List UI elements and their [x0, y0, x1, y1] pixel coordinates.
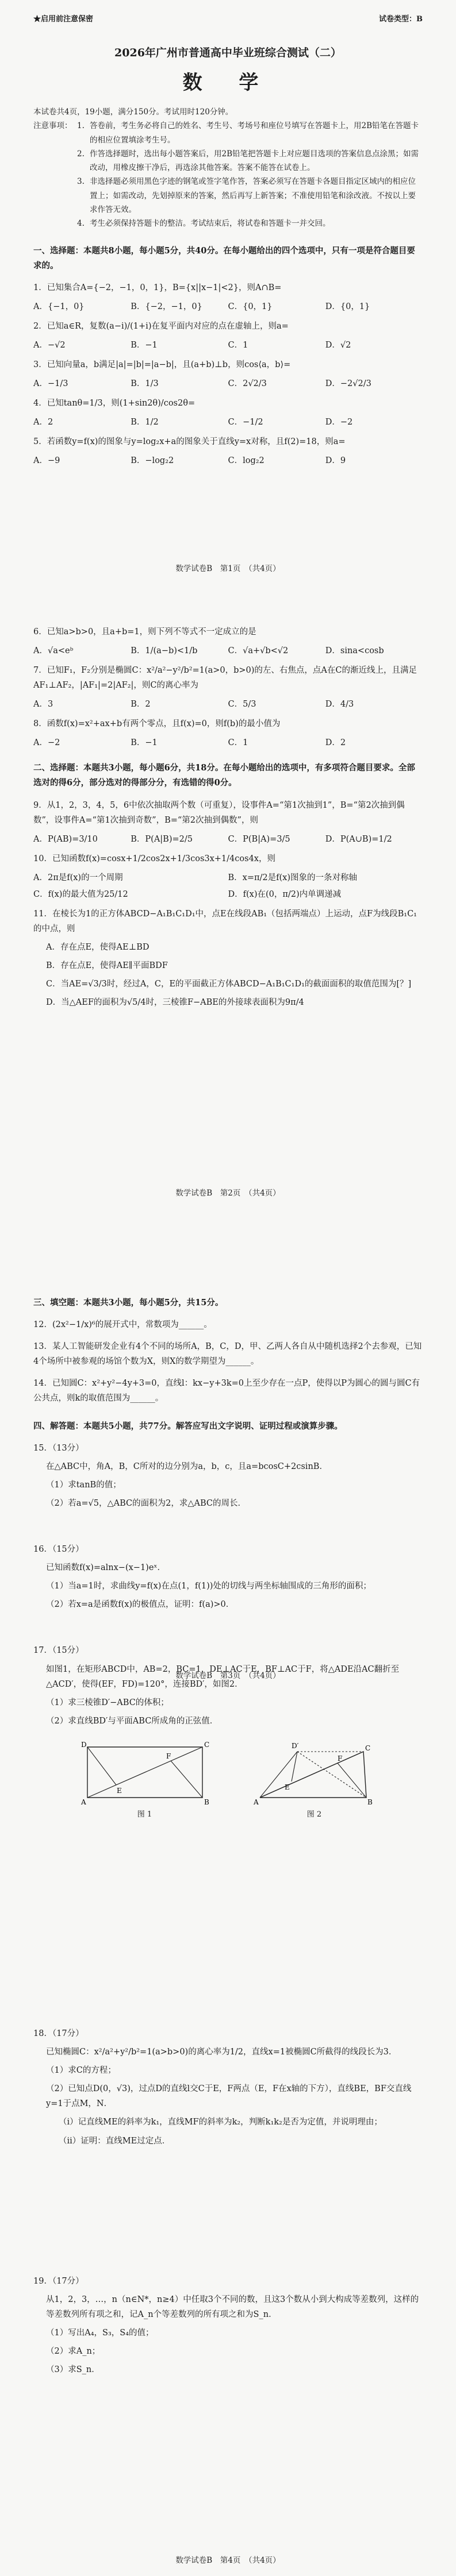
- option-d: D．sina<cosb: [325, 646, 384, 656]
- subject-title: 数 学: [182, 71, 274, 94]
- svg-text:A: A: [253, 1798, 259, 1806]
- question-16-stem: 已知函数f(x)=alnx−(x−1)eˣ．: [46, 1563, 166, 1573]
- note-number: 2.: [77, 149, 85, 159]
- question-18-part-2: （2）已知点D(0，√3)，过点D的直线l交C于E，F两点（E，F在x轴的下方），直线BE，BF交直线y=1于点M，N．: [46, 2084, 412, 2109]
- option-c: C．log₂2: [228, 456, 265, 466]
- question-14: 14．已知圆C：x²+y²−4y+3=0，直线l：kx−y+3k=0上至少存在一点P，使得以P为圆心的圆与圆C有公共点，则k的取值范围为______。: [33, 1379, 420, 1403]
- option-c: C．5/3: [228, 700, 256, 709]
- option-a: A．−9: [33, 456, 60, 466]
- svg-text:F: F: [166, 1752, 171, 1760]
- question-2: 2．已知a∈R，复数(a−i)/(1+i)在复平面内对应的点在虚轴上，则a=: [33, 321, 289, 331]
- svg-text:B: B: [367, 1798, 373, 1806]
- option-c: C．1: [228, 738, 248, 748]
- svg-text:C: C: [365, 1744, 370, 1752]
- question-17-part-1: （1）求三棱锥D′−ABC的体积；: [46, 1698, 169, 1707]
- question-10-options-cd: [33, 888, 423, 900]
- option-b: B．P(A|B)=2/5: [131, 834, 193, 844]
- option-d: D．−2: [325, 418, 353, 427]
- figures: [33, 1740, 423, 1819]
- page-footer-1: 数学试卷B 第1页 （共4页）: [175, 564, 281, 573]
- option-c: C．1: [228, 341, 248, 350]
- question-6-options: [33, 644, 423, 656]
- option-d: D．P(A∪B)=1/2: [325, 834, 392, 844]
- exam-title: 2026年广州市普通高中毕业班综合测试（二）: [114, 47, 342, 59]
- figure-1: [79, 1740, 211, 1819]
- page-3: [0, 1267, 456, 1945]
- option-d: D．4/3: [325, 700, 354, 709]
- question-4: 4．已知tanθ=1/3，则(1+sin2θ)/cos2θ=: [33, 399, 196, 408]
- question-15-part-2: （2）若a=√5，△ABC的面积为2，求△ABC的周长．: [46, 1498, 246, 1508]
- option-b: B．−1: [131, 341, 158, 350]
- option-a: A．P(AB)=3/10: [33, 834, 98, 844]
- option-a: A．−√2: [33, 341, 66, 350]
- option-a: A．存在点E，使得AE⊥BD: [46, 943, 150, 952]
- svg-text:E: E: [116, 1786, 122, 1795]
- note-number: 1.: [77, 121, 85, 131]
- option-a: A．−1/3: [33, 379, 68, 389]
- question-1: 1．已知集合A={−2，−1，0，1}，B={x||x−1|<2}，则A∩B=: [33, 283, 282, 292]
- question-7: 7．已知F₁，F₂分别是椭圆C：x²/a²−y²/b²=1(a>0，b>0)的左、右焦点，点A在C的渐近线上，且满足AF₁⊥AF₂，|AF₁|=2|AF₂|，则C的离心率为: [33, 666, 417, 691]
- question-18-part-1: （1）求C的方程；: [46, 2066, 116, 2076]
- svg-text:E: E: [284, 1783, 290, 1791]
- option-c: C．√a+√b<√2: [228, 646, 289, 656]
- secret-label: ★启用前注意保密: [33, 15, 94, 24]
- page-footer-2: 数学试卷B 第2页 （共4页）: [175, 1189, 281, 1198]
- question-3: 3．已知向量a，b满足|a|=|b|=|a−b|，且(a+b)⊥b，则cos⟨a，b⟩=: [33, 360, 291, 370]
- option-b: B．存在点E，使得AE∥平面BDF: [46, 961, 168, 971]
- paper-type-label: 试卷类型：B: [379, 15, 423, 24]
- option-c: C．f(x)的最大值为25/12: [33, 889, 128, 899]
- question-3-options: [33, 377, 423, 389]
- question-15-stem: 在△ABC中，角A，B，C所对的边分别为a，b，c，且a=bcosC+2csinB．: [46, 1461, 328, 1471]
- question-4-options: [33, 415, 423, 427]
- option-b: B．1/3: [131, 379, 159, 389]
- question-10-options-ab: [33, 871, 423, 883]
- option-d: D．当△AEF的面积为√5/4时，三棱锥F−ABE的外接球表面积为9π/4: [46, 998, 304, 1008]
- question-10: 10．已知函数f(x)=cosx+1/2cos2x+1/3cos3x+1/4cos4x，则: [33, 854, 275, 863]
- question-18-part-2-ii: （ii）证明：直线ME过定点．: [59, 2136, 171, 2146]
- note-number: 3.: [77, 177, 85, 187]
- question-19-stem: 从1，2，3，…，n（n∈N*，n≥4）中任取3个不同的数，且这3个数从小到大构成等差数列，这样的等差数列所有项之和，记A_n个等差数列的所有项之和为S_n．: [46, 2295, 419, 2319]
- option-d: D．f(x)在(0，π/2)内单调递减: [228, 889, 342, 899]
- question-19-part-3: （3）求S_n．: [46, 2365, 100, 2375]
- option-c: C．P(B|A)=3/5: [228, 834, 290, 844]
- question-5-options: [33, 454, 423, 466]
- question-15-header: 15．（13分）: [33, 1443, 84, 1453]
- figure-1-caption: 图 1: [137, 1810, 152, 1819]
- page-footer-4: 数学试卷B 第4页 （共4页）: [175, 2556, 281, 2565]
- option-a: A．−2: [33, 738, 60, 748]
- question-17-header: 17．（15分）: [33, 1646, 84, 1656]
- option-a: A．{−1，0}: [33, 302, 85, 311]
- figure-2-caption: 图 2: [306, 1810, 322, 1819]
- option-b: B．x=π/2是f(x)图象的一条对称轴: [228, 873, 357, 882]
- option-b: B．−log₂2: [131, 456, 174, 466]
- question-19-part-2: （2）求A_n；: [46, 2347, 101, 2357]
- page-4: [0, 1945, 456, 2576]
- note-text: 非选择题必须用黑色字迹的钢笔或签字笔作答，答案必须写在答题卡各题目指定区域内的相应位置上；如需改动，先划掉原来的答案，然后再写上新答案；不准使用铅笔和涂改液。不按以上要求作答无效。: [90, 177, 416, 215]
- svg-text:C: C: [204, 1740, 209, 1749]
- option-d: D．√2: [325, 341, 351, 350]
- option-a: A．3: [33, 700, 53, 709]
- option-b: B．−1: [131, 738, 158, 748]
- question-17-stem: 如图1，在矩形ABCD中，AB=2，BC=1，DE⊥AC于E，BF⊥AC于F，将△ADE沿AC翻折至△ACD′，使得(EF，FD)=120°，连接BD′，如图2．: [46, 1664, 400, 1689]
- question-15-part-1: （1）求tanB的值；: [46, 1480, 121, 1490]
- note-text: 考生必须保持答题卡的整洁。考试结束后，将试卷和答题卡一并交回。: [90, 219, 331, 229]
- option-c: C．当AE=√3/3时，经过A，C，E的平面截正方体ABCD−A₁B₁C₁D₁的截面面积的取值范围为[？]: [46, 980, 412, 989]
- question-13: 13．某人工智能研发企业有4个不同的场所A，B，C，D，甲、乙两人各自从中随机选择2个去参观，已知4个场所中被参观的场馆个数为X，则X的数学期望为______。: [33, 1342, 422, 1367]
- option-c: C．−1/2: [228, 418, 263, 427]
- svg-text:B: B: [204, 1798, 209, 1806]
- option-a: A．2π是f(x)的一个周期: [33, 873, 123, 882]
- question-18-part-2-i: （i）记直线ME的斜率为k₁，直线MF的斜率为k₂，判断k₁k₂是否为定值，并说明理由；: [59, 2118, 382, 2127]
- note-number: 4.: [77, 219, 85, 229]
- question-6: 6．已知a>b>0，且a+b=1，则下列不等式不一定成立的是: [33, 627, 256, 637]
- page-2: [0, 589, 456, 1267]
- page-1: [0, 0, 456, 589]
- question-8-options: [33, 736, 423, 748]
- question-11: 11．在棱长为1的正方体ABCD−A₁B₁C₁D₁中，点E在线段AB₁（包括两端点）上运动，点F为线段B₁C₁的中点，则: [33, 909, 417, 934]
- notes-label: 注意事项：: [33, 121, 72, 131]
- question-18-stem: 已知椭圆C：x²/a²+y²/b²=1(a>b>0)的离心率为1/2，直线x=1被椭圆C所截得的线段长为3．: [46, 2047, 397, 2057]
- page-header: [33, 13, 423, 24]
- option-c: C．2√2/3: [228, 379, 267, 389]
- option-c: C．{0，1}: [228, 302, 273, 311]
- note-text: 答卷前，考生务必将自己的姓名、考生号、考场号和座位号填写在答题卡上，用2B铅笔在答题卡的相应位置填涂考生号。: [90, 121, 419, 145]
- option-d: D．9: [325, 456, 346, 466]
- figure-2: [251, 1740, 378, 1819]
- question-16-header: 16．（15分）: [33, 1545, 84, 1555]
- option-b: B．2: [131, 700, 151, 709]
- exam-intro: 本试卷共4页，19小题，满分150分。考试用时120分钟。: [33, 107, 233, 117]
- question-1-options: [33, 300, 423, 312]
- question-17-part-2: （2）求直线BD′与平面ABC所成角的正弦值．: [46, 1716, 219, 1726]
- exam-notes: [33, 119, 423, 230]
- question-9: 9．从1，2，3，4，5，6中依次抽取两个数（可重复），设事件A=“第1次抽到1”，B=“第2次抽到偶数”，设事件A=“第1次抽到奇数”，B=“第2次抽到偶数”，则: [33, 800, 405, 825]
- question-8: 8．函数f(x)=x²+ax+b有两个零点，且f(x)=0，则f(b)的最小值为: [33, 719, 281, 729]
- option-d: D．2: [325, 738, 346, 748]
- section-heading-4: 四、解答题：本题共5小题，共77分。解答应写出文字说明、证明过程或演算步骤。: [33, 1421, 343, 1431]
- section-heading-3: 三、填空题：本题共3小题，每小题5分，共15分。: [33, 1298, 224, 1308]
- question-12: 12．(2x²−1/x)⁶的展开式中，常数项为______。: [33, 1320, 212, 1330]
- option-a: A．2: [33, 418, 53, 427]
- note-text: 作答选择题时，选出每小题答案后，用2B铅笔把答题卡上对应题目选项的答案信息点涂黑；如需改动，用橡皮擦干净后，再选涂其他答案。答案不能答在试卷上。: [90, 149, 419, 173]
- question-5: 5．若函数y=f(x)的图象与y=log₂x+a的图象关于直线y=x对称，且f(2)=18，则a=: [33, 437, 346, 447]
- question-18-header: 18．（17分）: [33, 2029, 84, 2038]
- svg-text:D′: D′: [291, 1741, 298, 1750]
- question-19-part-1: （1）写出A₄，S₃，S₄的值；: [46, 2328, 154, 2338]
- option-d: D．{0，1}: [325, 302, 370, 311]
- option-b: B．1/(a−b)<1/b: [131, 646, 198, 656]
- section-heading-2: 二、选择题：本题共3小题，每小题6分，共18分。在每小题给出的选项中，有多项符合题目要求。全部选对的得6分，部分选对的得部分分，有选错的得0分。: [33, 763, 415, 788]
- rectangle-diagram-icon: [79, 1740, 211, 1808]
- option-a: A．√a<eᵇ: [33, 646, 74, 656]
- page-footer-3: 数学试卷B 第3页 （共4页）: [175, 1671, 281, 1680]
- svg-text:F: F: [337, 1754, 342, 1763]
- question-16-part-2: （2）若x=a是函数f(x)的极值点，证明：f(a)>0．: [46, 1600, 235, 1610]
- svg-text:A: A: [81, 1798, 86, 1806]
- question-9-options: [33, 832, 423, 844]
- section-heading-1: 一、选择题：本题共8小题，每小题5分，共40分。在每小题给出的四个选项中，只有一项是符合题目要求的。: [33, 245, 415, 271]
- question-2-options: [33, 338, 423, 350]
- question-7-options: [33, 697, 423, 709]
- option-d: D．−2√2/3: [325, 379, 371, 389]
- question-19-header: 19．（17分）: [33, 2276, 84, 2286]
- option-b: B．{−2，−1，0}: [131, 302, 202, 311]
- folded-diagram-icon: [251, 1740, 378, 1808]
- option-b: B．1/2: [131, 418, 159, 427]
- question-16-part-1: （1）当a=1时，求曲线y=f(x)在点(1，f(1))处的切线与两坐标轴围成的三角形的面积；: [46, 1582, 371, 1591]
- svg-text:D: D: [81, 1740, 87, 1749]
